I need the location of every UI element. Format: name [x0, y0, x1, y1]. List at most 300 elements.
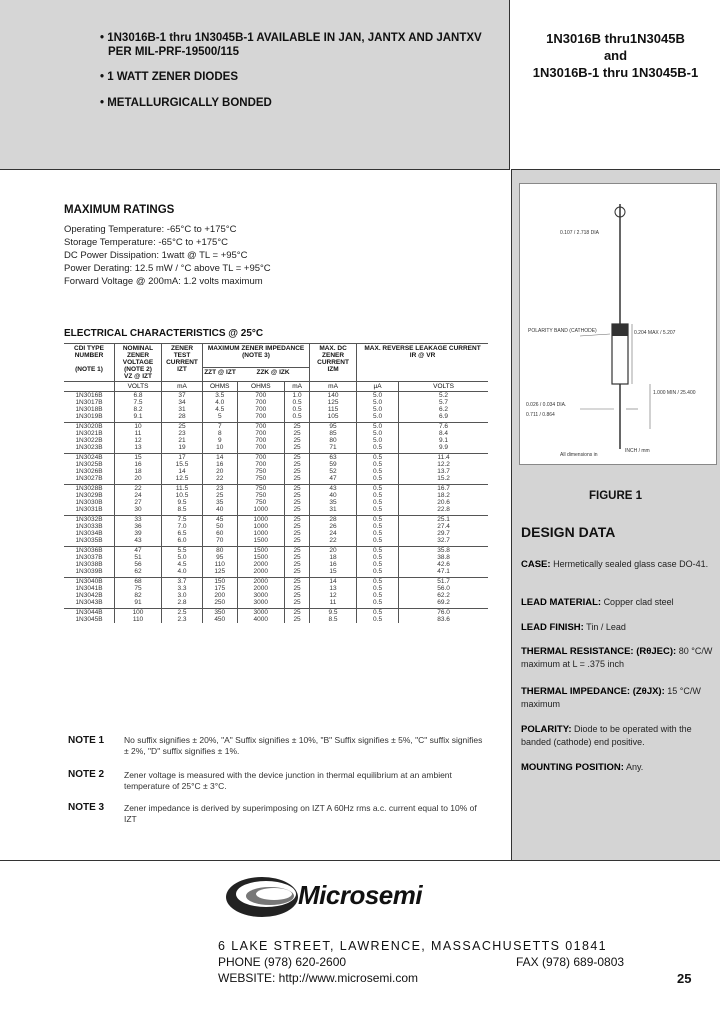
table-cell: 9.1: [399, 437, 488, 444]
unit-cell: VOLTS: [115, 382, 162, 392]
table-cell: 125: [310, 399, 357, 406]
electrical-title: ELECTRICAL CHARACTERISTICS @ 25°C: [64, 328, 264, 339]
table-cell: 5.0: [357, 399, 399, 406]
table-cell: 115: [310, 406, 357, 413]
table-cell: 80: [310, 437, 357, 444]
part-number-cell: 1N3031B: [75, 506, 103, 513]
table-cell: 700: [237, 437, 285, 444]
design-data-label: CASE:: [521, 559, 551, 570]
table-cell: 25.1: [399, 516, 488, 524]
table-cell: 0.5: [357, 444, 399, 451]
table-cell: 25: [285, 609, 310, 617]
table-cell: 43: [115, 537, 162, 544]
table-cell: 3.0: [162, 592, 203, 599]
table-cell: 35: [310, 499, 357, 506]
table-cell: 25: [285, 523, 310, 530]
part-number-cell: 1N3037B: [75, 554, 103, 561]
table-cell: 6.5: [162, 530, 203, 537]
table-cell: 47: [115, 547, 162, 555]
design-data-label: LEAD MATERIAL:: [521, 597, 602, 608]
design-data-value: 15 °C/W maximum: [521, 686, 701, 709]
table-row: [64, 461, 488, 468]
table-cell: 51: [115, 554, 162, 561]
table-cell: 11.4: [399, 454, 488, 462]
part-number-cell: 1N3025B: [75, 461, 103, 468]
table-cell: 4000: [237, 616, 285, 623]
table-row: [64, 585, 488, 592]
part-range-title: 1N3016B thru1N3045B: [546, 31, 685, 46]
table-row: [64, 578, 488, 586]
header-features-panel: [0, 0, 510, 170]
table-cell: 83.6: [399, 616, 488, 623]
unit-cell: mA: [310, 382, 357, 392]
table-cell: 1000: [237, 523, 285, 530]
table-cell: 8.4: [399, 430, 488, 437]
feature-bullet-3: • METALLURGICALLY BONDED: [100, 97, 272, 109]
design-data-label: THERMAL RESISTANCE: (RθJEC):: [521, 646, 677, 657]
part-number-cell: 1N3036B: [64, 547, 115, 555]
table-cell: 9.5: [162, 499, 203, 506]
table-row: [64, 506, 488, 513]
table-cell: 3.7: [162, 578, 203, 586]
table-cell: 1500: [237, 547, 285, 555]
table-cell: 5.0: [162, 554, 203, 561]
table-cell: 0.5: [357, 561, 399, 568]
table-cell: 25: [285, 599, 310, 606]
table-cell: 25: [285, 585, 310, 592]
col-nominal: NOMINAL ZENER VOLTAGE (NOTE 2) VZ @ IZT: [115, 344, 162, 382]
table-cell: 125: [203, 568, 238, 575]
cathode-band: [612, 324, 628, 336]
part-number-cell: 1N3028B: [64, 485, 115, 493]
table-cell: 12.5: [162, 475, 203, 482]
table-cell: 62.2: [399, 592, 488, 599]
table-cell: 95: [310, 423, 357, 431]
table-cell: 19: [162, 444, 203, 451]
table-row: [64, 413, 488, 420]
table-cell: 69.2: [399, 599, 488, 606]
table-cell: 4.5: [203, 406, 238, 413]
table-cell: 13.7: [399, 468, 488, 475]
dim-body-dia: 0.026 / 0.034 DIA.: [526, 402, 567, 408]
table-cell: 5.0: [357, 423, 399, 431]
table-cell: 0.5: [357, 547, 399, 555]
table-cell: 14: [162, 468, 203, 475]
table-row: [64, 523, 488, 530]
table-cell: 0.5: [357, 499, 399, 506]
table-cell: 5.5: [162, 547, 203, 555]
company-address: 6 LAKE STREET, LAWRENCE, MASSACHUSETTS 01841: [218, 939, 608, 953]
table-cell: 25: [285, 554, 310, 561]
part-number-cell: 1N3024B: [64, 454, 115, 462]
table-cell: 23: [162, 430, 203, 437]
table-cell: 12: [310, 592, 357, 599]
dims-unit: INCH / mm: [625, 448, 650, 454]
table-row: [64, 485, 488, 493]
table-row: [64, 454, 488, 462]
footer-divider: [0, 860, 720, 861]
table-cell: 150: [203, 578, 238, 586]
design-data-item: [521, 685, 715, 710]
table-cell: 39: [115, 530, 162, 537]
table-cell: 4.0: [203, 399, 238, 406]
table-cell: 0.5: [357, 568, 399, 575]
page-number: 25: [677, 971, 692, 986]
table-cell: 28: [310, 516, 357, 524]
table-cell: 175: [203, 585, 238, 592]
max-rating-line: Storage Temperature: -65°C to +175°C: [64, 237, 229, 248]
table-row: [64, 568, 488, 575]
design-data-value: Any.: [625, 762, 644, 772]
table-cell: 20: [203, 468, 238, 475]
table-cell: 34: [162, 399, 203, 406]
design-data-value: Hermetically sealed glass case DO-41.: [553, 559, 709, 569]
table-row: [64, 406, 488, 413]
table-cell: 3000: [237, 592, 285, 599]
table-cell: 25: [285, 506, 310, 513]
note-1-label: NOTE 1: [68, 735, 105, 746]
table-cell: 350: [203, 609, 238, 617]
col-impedance: MAXIMUM ZENER IMPEDANCE (NOTE 3): [203, 344, 310, 368]
table-cell: 3.5: [203, 392, 238, 400]
part-range-title-2: 1N3016B-1 thru 1N3045B-1: [532, 65, 699, 80]
design-data-item: [521, 761, 715, 774]
company-fax: FAX (978) 689-0803: [516, 955, 625, 969]
table-cell: 16: [310, 561, 357, 568]
design-data-label: MOUNTING POSITION:: [521, 762, 624, 773]
table-row: [64, 430, 488, 437]
table-cell: 6.2: [399, 406, 488, 413]
table-cell: 750: [237, 492, 285, 499]
table-row: [64, 499, 488, 506]
table-cell: 13: [115, 444, 162, 451]
table-cell: 47.1: [399, 568, 488, 575]
table-cell: 21: [162, 437, 203, 444]
table-cell: 75: [115, 585, 162, 592]
table-cell: 10: [115, 423, 162, 431]
table-cell: 700: [237, 430, 285, 437]
table-cell: 700: [237, 454, 285, 462]
design-data-value: Copper clad steel: [603, 597, 674, 607]
table-cell: 70: [203, 537, 238, 544]
part-number-cell: 1N3042B: [75, 592, 103, 599]
table-cell: 7.5: [162, 516, 203, 524]
table-cell: 0.5: [357, 468, 399, 475]
design-data-label: THERMAL IMPEDANCE: (ZθJX):: [521, 686, 665, 697]
unit-cell: mA: [285, 382, 310, 392]
table-cell: 56: [115, 561, 162, 568]
table-cell: 25: [285, 530, 310, 537]
table-cell: 750: [237, 475, 285, 482]
table-cell: 18.2: [399, 492, 488, 499]
table-cell: 35: [203, 499, 238, 506]
table-cell: 35.8: [399, 547, 488, 555]
max-ratings-title: MAXIMUM RATINGS: [64, 204, 175, 216]
table-cell: 0.5: [357, 578, 399, 586]
table-cell: 82: [115, 592, 162, 599]
table-cell: 25: [162, 423, 203, 431]
table-cell: 22: [203, 475, 238, 482]
table-cell: 2.8: [162, 599, 203, 606]
table-cell: 2000: [237, 578, 285, 586]
table-cell: 3.3: [162, 585, 203, 592]
feature-bullet-1-cont: PER MIL-PRF-19500/115: [108, 46, 240, 58]
table-cell: 95: [203, 554, 238, 561]
brand-name: Microsemi: [298, 880, 423, 910]
table-cell: 8.2: [115, 406, 162, 413]
table-cell: 700: [237, 423, 285, 431]
table-cell: 5.0: [357, 406, 399, 413]
design-data-item: [521, 558, 715, 571]
table-row: [64, 392, 488, 400]
table-cell: 2000: [237, 561, 285, 568]
table-cell: 52: [310, 468, 357, 475]
table-row: [64, 399, 488, 406]
table-cell: 14: [310, 578, 357, 586]
table-cell: 25: [285, 499, 310, 506]
table-cell: 16: [115, 461, 162, 468]
table-cell: 22: [310, 537, 357, 544]
part-number-cell: 1N3021B: [75, 430, 103, 437]
microsemi-logo-icon: [222, 872, 310, 922]
table-cell: 700: [237, 444, 285, 451]
table-cell: 63: [310, 454, 357, 462]
table-cell: 25: [285, 592, 310, 599]
table-cell: 25: [285, 468, 310, 475]
part-number-cell: 1N3018B: [75, 406, 103, 413]
table-cell: 85: [310, 430, 357, 437]
table-cell: 25: [285, 444, 310, 451]
col-leak: MAX. REVERSE LEAKAGE CURRENT IR @ VR: [357, 344, 488, 382]
table-cell: 8: [203, 430, 238, 437]
part-number-cell: 1N3045B: [75, 616, 103, 623]
table-cell: 10.5: [162, 492, 203, 499]
design-data-item: [521, 723, 715, 748]
table-cell: 700: [237, 399, 285, 406]
part-number-cell: 1N3023B: [75, 444, 103, 451]
note-3-text: Zener impedance is derived by superimposing on IZT A 60Hz rms a.c. current equal to 10% of IZT: [124, 803, 477, 824]
table-cell: 250: [203, 599, 238, 606]
table-row: [64, 492, 488, 499]
table-cell: 9.9: [399, 444, 488, 451]
table-cell: 25: [285, 547, 310, 555]
table-cell: 0.5: [285, 406, 310, 413]
table-cell: 43: [310, 485, 357, 493]
table-cell: 1500: [237, 554, 285, 561]
design-data-label: LEAD FINISH:: [521, 622, 584, 633]
table-cell: 450: [203, 616, 238, 623]
design-data-value: Tin / Lead: [586, 622, 626, 632]
table-cell: 25: [285, 492, 310, 499]
table-cell: 10: [203, 444, 238, 451]
table-row: [64, 437, 488, 444]
table-cell: 15: [115, 454, 162, 462]
dim-body-dia-mm: 0.711 / 0.864: [526, 412, 555, 418]
table-cell: 18: [310, 554, 357, 561]
table-cell: 27: [115, 499, 162, 506]
table-cell: 25: [285, 485, 310, 493]
table-cell: 0.5: [357, 554, 399, 561]
table-cell: 17: [162, 454, 203, 462]
table-cell: 15: [310, 568, 357, 575]
table-cell: 0.5: [357, 592, 399, 599]
table-cell: 37: [162, 392, 203, 400]
table-cell: 3000: [237, 599, 285, 606]
table-cell: 2.5: [162, 609, 203, 617]
dim-lead-len: 1.000 MIN / 25.400: [653, 390, 696, 396]
unit-cell: OHMS: [237, 382, 285, 392]
table-cell: 1000: [237, 530, 285, 537]
col-zzk: ZZK @ IZK: [237, 367, 310, 381]
table-cell: 25: [285, 423, 310, 431]
table-cell: 0.5: [357, 537, 399, 544]
table-cell: 700: [237, 461, 285, 468]
table-cell: 0.5: [357, 506, 399, 513]
table-cell: 0.5: [357, 585, 399, 592]
part-number-cell: 1N3034B: [75, 530, 103, 537]
table-cell: 11: [115, 430, 162, 437]
table-row: [64, 592, 488, 599]
part-number-cell: 1N3016B: [75, 392, 103, 399]
table-cell: 28: [162, 413, 203, 420]
table-cell: 25: [285, 616, 310, 623]
table-cell: 25: [285, 430, 310, 437]
table-row: [64, 561, 488, 568]
table-cell: 5: [203, 413, 238, 420]
table-row: [64, 444, 488, 451]
table-cell: 700: [237, 413, 285, 420]
table-cell: 0.5: [357, 475, 399, 482]
dim-body-len: 0.204 MAX / 5.207: [634, 330, 676, 336]
table-row: [64, 468, 488, 475]
table-cell: 12: [115, 437, 162, 444]
table-cell: 36: [115, 523, 162, 530]
note-3-label: NOTE 3: [68, 802, 105, 813]
table-cell: 25: [285, 461, 310, 468]
design-data-value: 80 °C/W maximum at L = .375 inch: [521, 646, 713, 669]
table-cell: 15.5: [162, 461, 203, 468]
design-data-item: [521, 645, 715, 670]
table-cell: 25: [285, 537, 310, 544]
table-cell: 24: [310, 530, 357, 537]
part-number-cell: 1N3044B: [64, 609, 115, 617]
max-rating-line: Forward Voltage @ 200mA: 1.2 volts maximum: [64, 276, 263, 287]
company-phone: PHONE (978) 620-2600: [218, 955, 347, 969]
table-cell: 16: [203, 461, 238, 468]
table-cell: 38.8: [399, 554, 488, 561]
part-number-cell: 1N3038B: [75, 561, 103, 568]
table-cell: 9: [203, 437, 238, 444]
table-cell: 6.8: [115, 392, 162, 400]
part-number-cell: 1N3027B: [75, 475, 103, 482]
table-cell: 700: [237, 406, 285, 413]
design-data-item: [521, 621, 715, 634]
design-data-item: [521, 596, 715, 609]
part-number-cell: 1N3039B: [75, 568, 103, 575]
feature-bullet-1: • 1N3016B-1 thru 1N3045B-1 AVAILABLE IN JAN, JANTX AND JANTXV: [100, 32, 482, 44]
table-cell: 5.0: [357, 392, 399, 400]
part-number-cell: 1N3035B: [75, 537, 103, 544]
table-cell: 6.0: [162, 537, 203, 544]
table-cell: 56.0: [399, 585, 488, 592]
table-cell: 25: [285, 568, 310, 575]
part-number-cell: 1N3030B: [75, 499, 103, 506]
table-cell: 13: [310, 585, 357, 592]
table-cell: 7.6: [399, 423, 488, 431]
table-cell: 1000: [237, 516, 285, 524]
design-data-title: DESIGN DATA: [521, 524, 616, 540]
unit-cell: [64, 382, 115, 392]
table-cell: 1.0: [285, 392, 310, 400]
table-cell: 5.7: [399, 399, 488, 406]
table-cell: 25: [203, 492, 238, 499]
part-number-cell: 1N3029B: [75, 492, 103, 499]
note-2-text: Zener voltage is measured with the device junction in thermal equilibrium at an ambient temperature of 25°C ± 3°C.: [124, 770, 452, 791]
table-cell: 15.2: [399, 475, 488, 482]
table-cell: 59: [310, 461, 357, 468]
table-cell: 0.5: [357, 530, 399, 537]
table-cell: 40: [310, 492, 357, 499]
table-row: [64, 537, 488, 544]
table-cell: 9.1: [115, 413, 162, 420]
table-cell: 30: [115, 506, 162, 513]
table-cell: 7.0: [162, 523, 203, 530]
table-cell: 22.8: [399, 506, 488, 513]
table-cell: 1000: [237, 506, 285, 513]
table-cell: 200: [203, 592, 238, 599]
company-website[interactable]: WEBSITE: http://www.microsemi.com: [218, 971, 419, 985]
table-cell: 12.2: [399, 461, 488, 468]
electrical-table: [64, 343, 488, 623]
table-cell: 2000: [237, 585, 285, 592]
table-cell: 2.3: [162, 616, 203, 623]
dims-note: All dimensions in: [560, 452, 598, 458]
part-number-cell: 1N3026B: [75, 468, 103, 475]
table-cell: 29.7: [399, 530, 488, 537]
table-cell: 0.5: [357, 516, 399, 524]
part-number-cell: 1N3040B: [64, 578, 115, 586]
table-cell: 5.2: [399, 392, 488, 400]
table-cell: 51.7: [399, 578, 488, 586]
table-cell: 91: [115, 599, 162, 606]
table-cell: 0.5: [357, 599, 399, 606]
table-cell: 71: [310, 444, 357, 451]
outline-drawing: [519, 183, 717, 465]
table-cell: 18: [115, 468, 162, 475]
table-row: [64, 516, 488, 524]
table-row: [64, 609, 488, 617]
table-cell: 0.5: [357, 492, 399, 499]
design-data-value: Diode to be operated with the banded (cathode) end positive.: [521, 724, 692, 747]
diode-outline-svg: [520, 184, 716, 464]
max-rating-line: Operating Temperature: -65°C to +175°C: [64, 224, 237, 235]
table-cell: 23: [203, 485, 238, 493]
table-cell: 47: [310, 475, 357, 482]
part-number-cell: 1N3043B: [75, 599, 103, 606]
table-cell: 25: [285, 454, 310, 462]
table-cell: 27.4: [399, 523, 488, 530]
table-cell: 20: [310, 547, 357, 555]
table-cell: 0.5: [285, 399, 310, 406]
table-cell: 14: [203, 454, 238, 462]
figure-label: FIGURE 1: [588, 490, 643, 502]
table-row: [64, 530, 488, 537]
note-2-label: NOTE 2: [68, 769, 105, 780]
table-cell: 0.5: [357, 609, 399, 617]
table-cell: 76.0: [399, 609, 488, 617]
table-cell: 31: [310, 506, 357, 513]
table-cell: 0.5: [357, 485, 399, 493]
